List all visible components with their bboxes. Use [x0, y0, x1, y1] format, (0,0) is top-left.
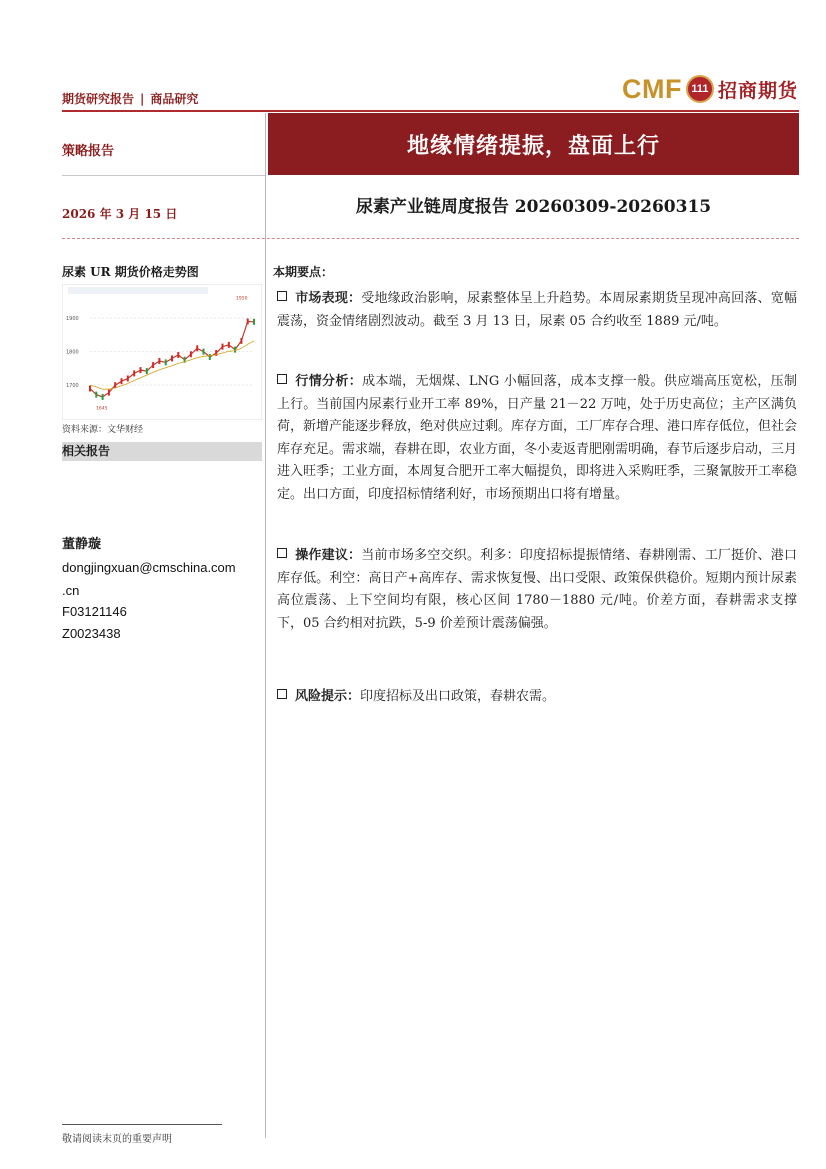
chart-candle: [146, 368, 148, 374]
key-point-label: 市场表现：: [295, 291, 362, 306]
author-license-f: F03121146: [62, 604, 127, 619]
report-date: 2026 年 3 月 15 日: [62, 207, 178, 221]
chart-candle: [209, 354, 211, 360]
column-divider: [265, 113, 266, 1138]
checkbox-bullet-icon: [277, 374, 287, 384]
checkbox-bullet-icon: [277, 291, 287, 301]
chart-candle: [177, 352, 179, 358]
key-point-label: 行情分析：: [295, 374, 363, 389]
checkbox-bullet-icon: [277, 689, 287, 699]
chart-source: 资料来源：文华财经: [62, 425, 144, 435]
price-chart: [62, 284, 262, 420]
chart-candle: [190, 351, 192, 357]
chart-y-tick-label: 1900: [66, 316, 79, 323]
chart-candle: [247, 319, 249, 325]
chart-candle: [240, 338, 242, 344]
chart-candle: [140, 367, 142, 373]
chart-candle: [127, 376, 129, 382]
header-category-research: 期货研究报告: [62, 92, 135, 106]
key-point-label: 风险提示：: [295, 689, 361, 704]
report-title: 地缘情绪提振，盘面上行: [268, 113, 799, 175]
chart-candle: [222, 344, 224, 350]
report-type: 策略报告: [62, 144, 115, 159]
key-point-label: 操作建议：: [295, 548, 362, 563]
chart-candle: [253, 319, 255, 325]
chart-candle: [165, 359, 167, 365]
author-email[interactable]: dongjingxuan@cmschina.com: [62, 560, 236, 575]
chart-annotation: 1645: [96, 406, 108, 412]
report-subtitle: 尿素产业链周度报告 20260309-20260315: [355, 197, 712, 217]
chart-y-tick-label: 1800: [66, 349, 79, 356]
author-license-z: Z0023438: [62, 626, 121, 641]
key-point-text: 印度招标及出口政策，春耕农需。: [360, 689, 556, 704]
chart-candle: [203, 349, 205, 355]
chart-candle: [228, 342, 230, 348]
company-logo: [622, 72, 798, 106]
author-name: 董静璇: [62, 537, 102, 552]
chart-legend-bar: [68, 287, 208, 294]
key-points-heading: 本期要点：: [273, 265, 334, 279]
key-point-text: 成本端，无烟煤、LNG 小幅回落，成本支撑一般。供应端高压宽松，压制上行。当前国内尿素行业开工率 89%，日产量 21－22 万吨，处于历史高位；主产区满负荷，新增产能逐步释放，绝对供应过剩。库存方面，工厂库存合理、港口库存低位，但社会库存充足。需求端，春耕在即，农业方面，冬小麦返青肥刚需明确，春节后逐步启动，三月进入旺季；工业方面，本周复合肥开工率大幅提负，即将进入采购旺季，三聚氰胺开工率稳定。出口方面，印度招标情绪利好，市场预期出口将有增量。: [277, 374, 798, 502]
header-rule: [62, 110, 799, 112]
chart-candle: [196, 345, 198, 351]
header-category-commodity: 商品研究: [150, 92, 199, 106]
author-email-cont[interactable]: .cn: [62, 583, 80, 598]
chart-candle: [234, 347, 236, 353]
checkbox-bullet-icon: [277, 548, 287, 558]
chart-candle: [95, 392, 97, 398]
key-point-market: [277, 288, 797, 333]
left-divider: [62, 175, 265, 176]
chart-candle: [121, 378, 123, 384]
logo-text-en: CMF: [622, 73, 682, 104]
header-categories: [62, 90, 198, 107]
key-point-advice: [277, 545, 797, 635]
footer-rule: [62, 1124, 222, 1125]
key-point-text: 受地缘政治影响，尿素整体呈上升趋势。本周尿素期货呈现冲高回落、宽幅震荡，资金情绪剧烈波动。截至 3 月 13 日，尿素 05 合约收至 1889 元/吨。: [277, 291, 797, 329]
chart-candle: [158, 358, 160, 364]
related-reports-header: 相关报告: [62, 442, 262, 461]
logo-badge-icon: 111: [686, 75, 714, 103]
chart-candle: [133, 370, 135, 376]
chart-y-tick-label: 1700: [66, 383, 79, 390]
key-point-analysis: [277, 371, 797, 506]
chart-candle: [89, 386, 91, 392]
chart-candle: [108, 390, 110, 396]
header-separator: |: [140, 92, 145, 106]
chart-annotation: 1950: [236, 296, 248, 302]
dashed-divider: [62, 238, 799, 239]
key-point-text: 当前市场多空交织。利多：印度招标提振情绪、春耕刚需、工厂挺价、港口库存低。利空：高日产+高库存、需求恢复慢、出口受限、政策保供稳价。短期内预计尿素高位震荡、上下空间均有限，核心区间 1780－1880 元/吨。价差方面，春耕需求支撑下，05 合约相对抗跌，5-9 价差预计震荡偏强。: [277, 548, 797, 631]
chart-title: 尿素 UR 期货价格走势图: [62, 265, 199, 279]
logo-text-cn: 招商期货: [717, 79, 798, 102]
key-point-risk: [277, 686, 797, 709]
chart-candle: [102, 394, 104, 400]
chart-candle: [152, 362, 154, 368]
chart-candle: [171, 355, 173, 361]
footer-disclaimer: 敬请阅读末页的重要声明: [62, 1134, 172, 1145]
